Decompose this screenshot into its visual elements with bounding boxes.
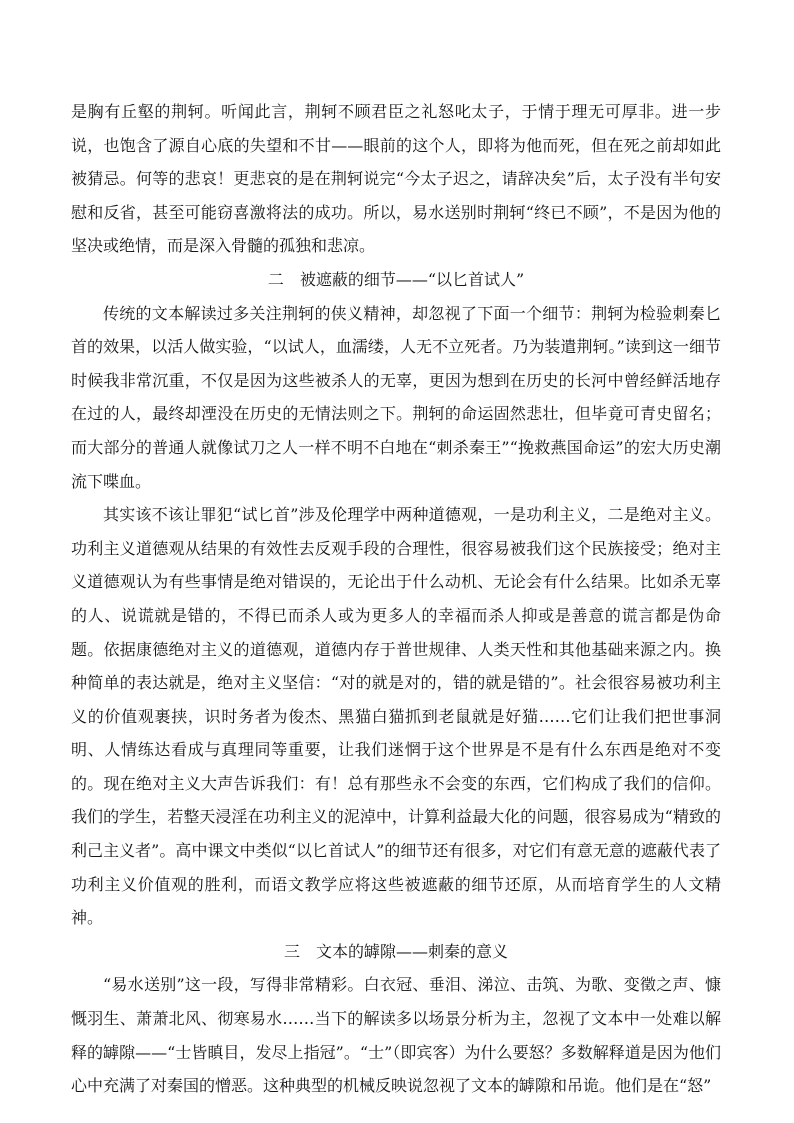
body-paragraph: 是胸有丘壑的荆轲。听闻此言，荆轲不顾君臣之礼怒叱太子，于情于理无可厚非。进一步说，也饱含了源自心底的失望和不甘——眼前的这个人，即将为他而死，但在死之前却如此被猜忌。何等的悲哀！更悲哀的是在荆轲说完“今太子迟之，请辞决矣”后，太子没有半句安慰和反省，甚至可能窃喜激将法的成功。所以，易水送别时荆轲“终已不顾”，不是因为他的坚决或绝情，而是深入骨髓的孤独和悲凉。 (71, 102, 721, 256)
section-heading: 二 被遮蔽的细节——“以匕首试人” (267, 269, 525, 289)
document-page (71, 95, 721, 1103)
body-paragraph: “易水送别”这一段，写得非常精彩。白衣冠、垂泪、涕泣、击筑、为歌、变徵之声、慷慨羽生、萧萧北风、彻寒易水……当下的解读多以场景分析为主，忽视了文本中一处难以解释的罅隙——“士皆瞋目，发尽上指冠”。“士”（即宾客）为什么要怒？多数解释道是因为他们心中充满了对秦国的憎恶。这种典型的机械反映说忽视了文本的罅隙和吊诡。他们是在“怒” (71, 975, 721, 1096)
body-paragraph: 其实该不该让罪犯“试匕首”涉及伦理学中两种道德观，一是功利主义，二是绝对主义。功利主义道德观从结果的有效性去反观手段的合理性，很容易被我们这个民族接受；绝对主义道德观认为有些事情是绝对错误的，无论出于什么动机、无论会有什么结果。比如杀无辜的人、说谎就是错的，不得已而杀人或为更多人的幸福而杀人抑或是善意的谎言都是伪命题。依据康德绝对主义的道德观，道德内存于普世规律、人类天性和其他基础来源之内。换种简单的表达就是，绝对主义坚信：“对的就是对的，错的就是错的”。社会很容易被功利主义的价值观裹挟，识时务者为俊杰、黑猫白猫抓到老鼠就是好猫……它们让我们把世事洞明、人情练达看成与真理同等重要，让我们迷惘于这个世界是不是有什么东西是绝对不变的。现在绝对主义大声告诉我们：有！总有那些永不会变的东西，它们构成了我们的信仰。我们的学生，若整天浸淫在功利主义的泥淖中，计算利益最大化的问题，很容易成为“精致的利己主义者”。高中课文中类似“以匕首试人”的细节还有很多，对它们有意无意的遮蔽代表了功利主义价值观的胜利，而语文教学应将这些被遮蔽的细节还原，从而培育学生的人文精神。 (71, 505, 721, 928)
body-paragraph: 传统的文本解读过多关注荆轲的侠义精神，却忽视了下面一个细节：荆轲为检验刺秦匕首的效果，以活人做实验，“以试人，血濡缕，人无不立死者。乃为装遣荆轲。”读到这一细节时候我非常沉重，不仅是因为这些被杀人的无辜，更因为想到在历史的长河中曾经鲜活地存在过的人，最终却湮没在历史的无情法则之下。荆轲的命运固然悲壮，但毕竟可青史留名；而大部分的普通人就像试刀之人一样不明不白地在“刺杀秦王”“挽救燕国命运”的宏大历史潮流下喋血。 (71, 303, 721, 491)
section-heading: 三 文本的罅隙——刺秦的意义 (283, 941, 508, 961)
